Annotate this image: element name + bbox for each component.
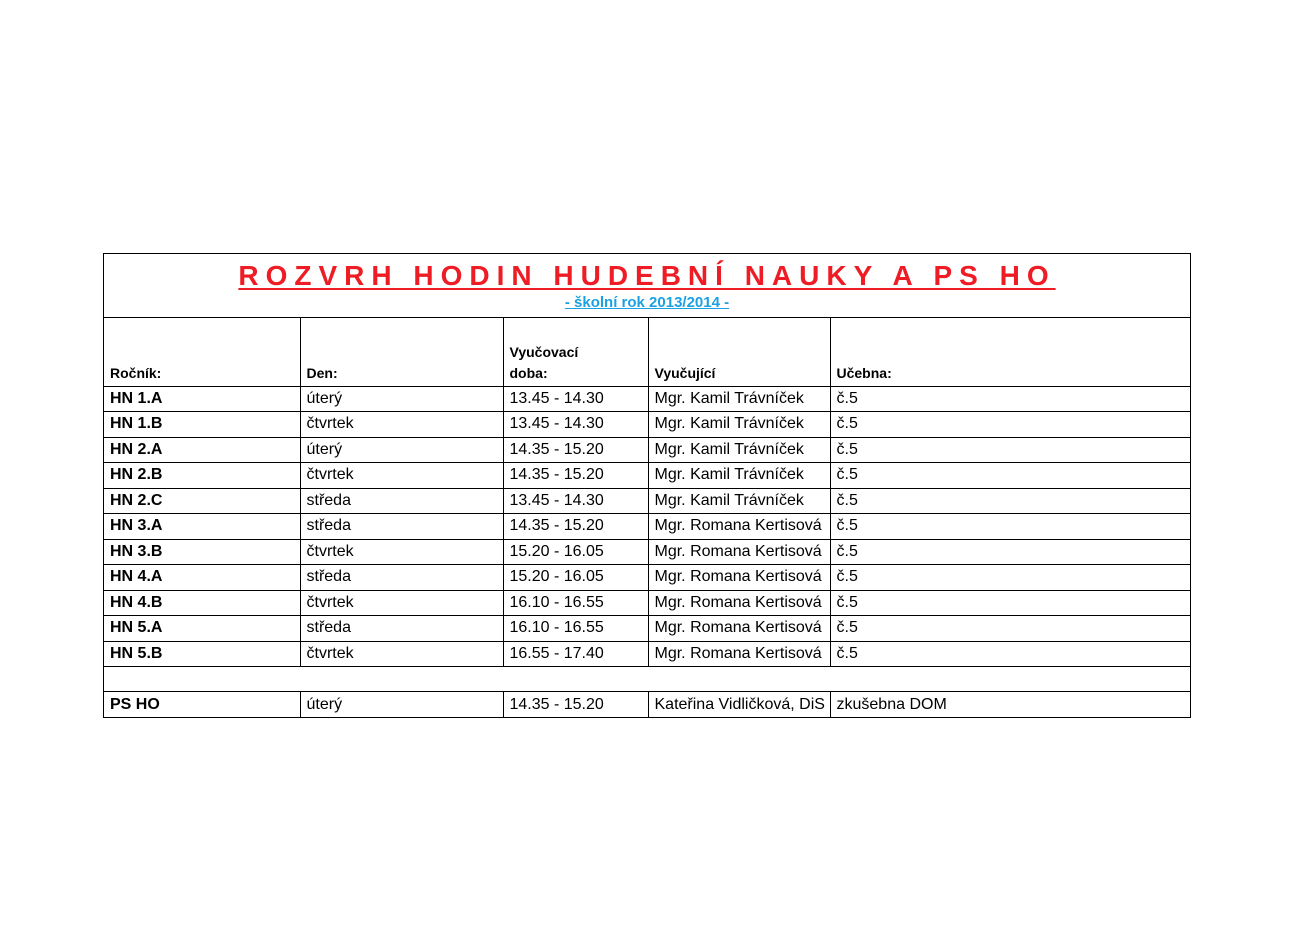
cell-grade: HN 2.B (104, 463, 300, 489)
table-row (104, 590, 1190, 616)
cell-day: úterý (300, 692, 503, 718)
cell-teacher: Mgr. Romana Kertisová (648, 590, 830, 616)
cell-time: 14.35 - 15.20 (503, 463, 648, 489)
table-row (104, 616, 1190, 642)
table-row (104, 386, 1190, 412)
table-row (104, 565, 1190, 591)
header-time-line1: Vyučovací (509, 343, 579, 360)
cell-grade: HN 3.B (104, 539, 300, 565)
header-time (503, 318, 648, 386)
cell-room: č.5 (830, 386, 1190, 412)
cell-time: 16.55 - 17.40 (503, 641, 648, 667)
cell-day: středa (300, 616, 503, 642)
title-block (104, 254, 1190, 318)
cell-grade: HN 2.C (104, 488, 300, 514)
cell-day: čtvrtek (300, 412, 503, 438)
cell-grade: PS HO (104, 692, 300, 718)
cell-grade: HN 3.A (104, 514, 300, 540)
table-row (104, 641, 1190, 667)
cell-teacher: Mgr. Romana Kertisová (648, 616, 830, 642)
cell-teacher: Mgr. Romana Kertisová (648, 641, 830, 667)
cell-room: č.5 (830, 590, 1190, 616)
document-subtitle: - školní rok 2013/2014 - (564, 294, 730, 311)
cell-time: 16.10 - 16.55 (503, 616, 648, 642)
header-day: Den: (300, 318, 503, 386)
cell-teacher: Mgr. Kamil Trávníček (648, 463, 830, 489)
cell-room: č.5 (830, 412, 1190, 438)
header-row (104, 318, 1190, 386)
cell-teacher: Mgr. Kamil Trávníček (648, 412, 830, 438)
spacer-row (104, 667, 1190, 692)
cell-room: č.5 (830, 641, 1190, 667)
header-time-line2: doba: (509, 364, 548, 381)
cell-time: 16.10 - 16.55 (503, 590, 648, 616)
cell-grade: HN 2.A (104, 437, 300, 463)
cell-time: 14.35 - 15.20 (503, 692, 648, 718)
cell-teacher: Mgr. Kamil Trávníček (648, 488, 830, 514)
table-row (104, 514, 1190, 540)
cell-day: čtvrtek (300, 463, 503, 489)
schedule-body (104, 386, 1190, 717)
cell-day: středa (300, 488, 503, 514)
cell-time: 15.20 - 16.05 (503, 565, 648, 591)
cell-room: č.5 (830, 565, 1190, 591)
spacer-cell (104, 667, 1190, 692)
schedule-table (104, 318, 1190, 717)
cell-room: č.5 (830, 616, 1190, 642)
cell-time: 13.45 - 14.30 (503, 412, 648, 438)
cell-grade: HN 4.B (104, 590, 300, 616)
table-row (104, 488, 1190, 514)
cell-room: zkušebna DOM (836, 695, 947, 713)
header-teacher: Vyučující (648, 318, 830, 386)
cell-room: č.5 (830, 488, 1190, 514)
cell-teacher: Kateřina Vidličková, DiS (648, 692, 830, 718)
cell-day: čtvrtek (300, 539, 503, 565)
cell-teacher: Mgr. Kamil Trávníček (648, 386, 830, 412)
cell-room: č.5 (830, 539, 1190, 565)
table-row (104, 437, 1190, 463)
cell-teacher: Mgr. Romana Kertisová (648, 539, 830, 565)
cell-teacher: Mgr. Romana Kertisová (648, 565, 830, 591)
cell-time: 14.35 - 15.20 (503, 514, 648, 540)
table-row (104, 463, 1190, 489)
cell-grade: HN 5.A (104, 616, 300, 642)
cell-grade: HN 1.B (104, 412, 300, 438)
cell-grade: HN 5.B (104, 641, 300, 667)
cell-day: čtvrtek (300, 641, 503, 667)
cell-time: 15.20 - 16.05 (503, 539, 648, 565)
cell-grade: HN 4.A (104, 565, 300, 591)
cell-day: středa (300, 514, 503, 540)
cell-room: č.5 (830, 514, 1190, 540)
cell-time: 13.45 - 14.30 (503, 488, 648, 514)
document-title: ROZVRH HODIN HUDEBNÍ NAUKY A PS HO (238, 260, 1056, 291)
table-row (104, 539, 1190, 565)
cell-grade: HN 1.A (104, 386, 300, 412)
cell-day: čtvrtek (300, 590, 503, 616)
cell-time: 14.35 - 15.20 (503, 437, 648, 463)
cell-room: č.5 (830, 437, 1190, 463)
cell-day: úterý (300, 437, 503, 463)
schedule-sheet (103, 253, 1191, 718)
header-room: Učebna: (830, 318, 1190, 386)
cell-time: 13.45 - 14.30 (503, 386, 648, 412)
cell-day: úterý (300, 386, 503, 412)
table-row-ps-ho (104, 692, 1190, 718)
header-grade: Ročník: (104, 318, 300, 386)
table-row (104, 412, 1190, 438)
cell-teacher: Mgr. Kamil Trávníček (648, 437, 830, 463)
cell-day: středa (300, 565, 503, 591)
cell-teacher: Mgr. Romana Kertisová (648, 514, 830, 540)
cell-room: č.5 (830, 463, 1190, 489)
